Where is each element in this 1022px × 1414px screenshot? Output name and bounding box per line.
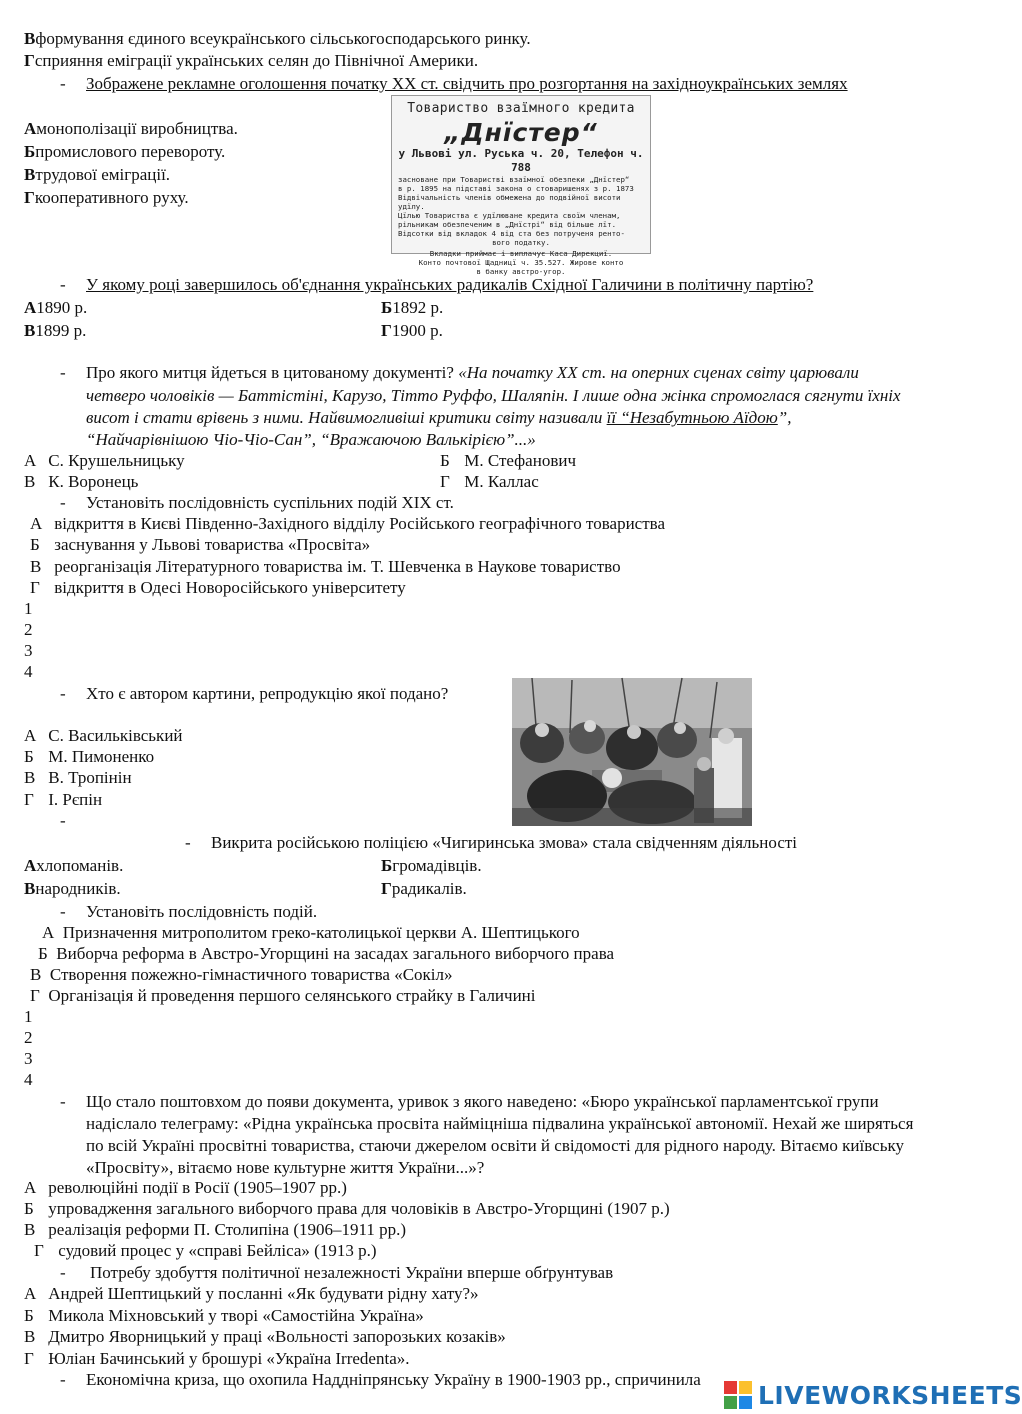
option-g[interactable] [30,577,406,598]
option-letter: В [24,1327,36,1346]
question-text: Зображене рекламне оголошення початку XX ст. свідчить про розгортання на західноукраїнських землях [86,74,848,93]
option-text: К. Воронець [48,472,139,491]
option-letter: В [24,879,36,898]
option-text: трудової еміграції. [35,165,171,184]
quote-line: «На початку XX ст. на оперних сценах світу царювали [458,363,859,382]
option-text: І. Рєпін [48,790,103,809]
option-letter: Г [24,188,35,207]
sequence-slot-4[interactable]: 4 [24,662,33,681]
option-letter: Г [24,51,35,70]
sequence-slot-4[interactable]: 4 [24,1070,33,1089]
option-letter: А [24,298,37,317]
option-text: Дмитро Яворницький у праці «Вольності запорозьких козаків» [48,1327,506,1346]
option-text: реалізація реформи П. Столипіна (1906–1911 рр.) [48,1220,407,1239]
option-v[interactable] [24,878,121,899]
option-letter: В [24,1220,36,1239]
option-g[interactable] [34,1240,377,1261]
option-text: М. Стефанович [464,451,576,470]
question-text-line: надіслало телеграму: «Рідна українська просвіта найміцніша підвалина української автономії. Нехай же ширяться [86,1114,914,1133]
option-v[interactable] [24,1326,506,1347]
option-g[interactable] [24,1348,410,1369]
option-text: Юліан Бачинський у брошурі «Україна Irredenta». [48,1349,410,1368]
option-letter: А [24,1284,37,1303]
quote-line [86,407,791,428]
option-b[interactable] [381,297,443,318]
quote-underlined: її “Незабутньою Аїдою [606,408,778,427]
option-v[interactable] [30,556,621,577]
sequence-slot-2[interactable]: 2 [24,620,33,639]
option-a[interactable] [42,922,580,943]
option-text: М. Пимоненко [48,747,155,766]
ad-footer-line: Вкладки приймає і виплачує Каса Дирекциї. [429,249,613,258]
option-letter: А [24,451,37,470]
question-text: Установіть послідовність суспільних подій XIX ст. [86,493,454,512]
option-text: В. Тропінін [48,768,132,787]
painting-reproduction-image [512,678,752,826]
sequence-slot-3[interactable]: 3 [24,1049,33,1068]
question-text: Про якого митця йдеться в цитованому документі? [86,363,459,382]
ad-heading: Товариство взаїмного кредита [407,101,635,116]
option-text: упровадження загального виборчого права для чоловіків в Австро-Угорщині (1907 р.) [48,1199,670,1218]
question-independence [60,1262,613,1283]
option-text: 1892 р. [392,298,444,317]
option-text: відкриття в Одесі Новоросійського університету [54,578,406,597]
ad-body-line: вого податку. [492,238,550,247]
option-text: 1890 р. [36,298,88,317]
option-letter: В [30,557,42,576]
sequence-slot-2[interactable]: 2 [24,1028,33,1047]
question-artist [60,362,859,383]
ad-footer [392,249,650,276]
question-economic-crisis [60,1369,701,1390]
option-text: Микола Міхновський у творі «Самостійна Україна» [48,1306,424,1325]
option-text: громадівців. [392,856,482,875]
question-painting [60,683,448,704]
option-text: Створення пожежно-гімнастичного товариства «Сокіл» [49,965,453,984]
option-letter: Б [440,451,450,470]
quote-text: висот і стати врівень з ними. Найвимогливіші критики світу називали [86,408,607,427]
option-a[interactable] [24,450,185,471]
option-letter: А [24,856,37,875]
option-letter: Б [24,1199,34,1218]
question-text-line: по всій Україні просвітні товариства, стаючи джерелом освіти й свідомості для рідного народу. Вітаємо київську [86,1136,904,1155]
liveworksheets-logo-icon [724,1381,752,1409]
ad-title: „Днїстер“ [444,118,598,147]
option-g[interactable] [24,187,189,208]
option-letter: Г [24,1349,34,1368]
option-letter: А [24,1178,37,1197]
option-v[interactable] [24,767,132,788]
option-letter: Г [30,986,40,1005]
bullet-dash: - [60,1370,66,1389]
option-letter: В [30,965,42,984]
option-text: народників. [35,879,121,898]
option-letter: Г [381,321,392,340]
option-b[interactable] [381,855,482,876]
question-text: Що стало поштовхом до появи документа, уривок з якого наведено: «Бюро української парламентської групи [86,1092,879,1111]
option-b[interactable] [30,534,370,555]
option-g-previous[interactable] [24,50,478,71]
bullet-dash: - [60,684,66,703]
option-text: 1899 р. [35,321,87,340]
option-a[interactable] [24,118,238,139]
option-b[interactable] [24,1198,670,1219]
option-letter: Б [381,298,393,317]
option-letter: А [30,514,43,533]
ad-address: у Львові ул. Руська ч. 20, Телефон ч. 788 [398,147,644,174]
option-letter: А [24,726,37,745]
option-text: 1900 р. [391,321,443,340]
question-document [60,1091,879,1112]
newspaper-advertisement-image [391,95,651,276]
option-text: С. Крушельницьку [48,451,185,470]
option-v[interactable] [24,1219,406,1240]
option-text: відкриття в Києві Південно-Західного відділу Російського географічного товариства [54,514,665,533]
option-v[interactable] [30,964,453,985]
bullet-dash: - [185,833,191,852]
question-text: Хто є автором картини, репродукцію якої подано? [86,684,449,703]
option-g[interactable] [30,985,536,1006]
option-letter: Г [440,472,450,491]
option-g[interactable] [381,878,467,899]
option-g[interactable] [24,789,102,810]
option-text: Організація й проведення першого селянського страйку в Галичині [48,986,536,1005]
option-letter: Г [381,879,392,898]
bullet-dash: - [60,363,66,382]
ad-body-line: в р. 1895 на підставі закона о стоваришенях з р. 1873 [398,184,634,193]
option-text: революційні події в Росії (1905–1907 рр.) [48,1178,347,1197]
option-b[interactable] [24,141,225,162]
option-text: кооперативного руху. [34,188,189,207]
question-sequence-19c [60,492,454,513]
option-text: сприяння еміграції українських селян до Північної Америки. [34,51,479,70]
option-letter: А [24,119,37,138]
option-text: хлопоманів. [36,856,124,875]
option-b[interactable] [24,746,154,767]
question-text: У якому році завершилось об'єднання українських радикалів Східної Галичини в політичну партію? [86,275,814,294]
option-letter: Б [24,1306,34,1325]
option-text: Андрей Шептицький у посланні «Як будувати рідну хату?» [48,1284,479,1303]
ad-body-line: рільникам обезпеченим в „Днїстрі“ від більше лїт. [398,220,617,229]
question-text-line: «Просвіту», вітаємо нове культурне життя України...»? [86,1158,485,1177]
option-text: Виборча реформа в Австро-Угорщині на засадах загального виборчого права [56,944,615,963]
option-v-previous[interactable] [24,28,531,49]
quote-line: четверо чоловіків — Баттістіні, Карузо, Тітто Руффо, Шаляпін. І лише одна жінка спромоглася сягнути їхніх [86,386,901,405]
option-text: заснування у Львові товариства «Просвіта» [54,535,371,554]
bullet-dash: - [60,275,66,294]
option-a[interactable] [24,297,87,318]
sequence-slot-1[interactable]: 1 [24,599,33,618]
question-ad [60,73,848,94]
option-letter: В [24,472,36,491]
option-letter: В [24,29,36,48]
sequence-slot-3[interactable]: 3 [24,641,33,660]
option-b[interactable] [440,450,576,471]
option-a[interactable] [30,513,665,534]
bullet-dash: - [60,493,66,512]
ad-body-line: Відвічальність членів обмежена до подвійної висоти удїлу. [398,193,621,211]
bullet-dash: - [60,811,66,830]
option-letter: Б [38,944,48,963]
option-letter: В [24,321,36,340]
liveworksheets-logo[interactable] [724,1378,1022,1412]
option-text: реорганізація Літературного товариства ім. Т. Шевченка в Наукове товариство [54,557,621,576]
question-text: Потребу здобуття політичної незалежності України вперше обґрунтував [90,1263,614,1282]
option-text: судовий процес у «справі Бейліса» (1913 р.) [58,1241,377,1260]
painting-cossacks-graphic [512,678,752,826]
option-letter: Б [381,856,393,875]
option-a[interactable] [24,725,183,746]
option-letter: Б [24,142,36,161]
option-letter: А [42,923,55,942]
quote-text: ”, [777,408,792,427]
option-a[interactable] [24,1283,479,1304]
option-g[interactable] [381,320,443,341]
question-sequence-events [60,901,317,922]
option-v[interactable] [24,164,170,185]
option-letter: Г [34,1241,44,1260]
option-g[interactable] [440,471,539,492]
option-b[interactable] [24,1305,424,1326]
option-text: М. Каллас [464,472,539,491]
option-text: С. Васильківський [48,726,183,745]
quote-line: “Найчарівнішою Чіо-Чіо-Сан”, “Вражаючою Валькірією”...» [86,430,536,449]
ad-footer-line: в банку австро-угор. [476,267,566,276]
option-text: монополізації виробництва. [36,119,238,138]
bullet-dash: - [60,1263,66,1282]
ad-body [392,175,650,247]
bullet-dash: - [60,74,66,93]
option-letter: Б [30,535,40,554]
option-text: формування єдиного всеукраїнського сільськогосподарського ринку. [35,29,531,48]
liveworksheets-brand-text: LIVEWORKSHEETS [758,1380,1022,1410]
option-text: Призначення митрополитом греко-католицької церкви А. Шептицького [62,923,580,942]
question-year [60,274,813,295]
ad-body-line: Відсотки від вкладок 4 від ста без потрученя рентo- [398,229,625,238]
option-a[interactable] [24,1177,347,1198]
option-letter: В [24,165,36,184]
option-a[interactable] [24,855,123,876]
option-letter: В [24,768,36,787]
option-v[interactable] [24,471,138,492]
question-text: Установіть послідовність подій. [86,902,318,921]
option-letter: Г [24,790,34,809]
question-text: Економічна криза, що охопила Наддніпрянську Україну в 1900-1903 рр., спричинила [86,1370,701,1389]
option-letter: Б [24,747,34,766]
option-v[interactable] [24,320,86,341]
question-chyhyryn-plot [185,832,797,853]
option-text: радикалів. [391,879,467,898]
bullet-dash: - [60,902,66,921]
option-text: промислового перевороту. [35,142,226,161]
question-text: Викрита російською поліцією «Чигиринська змова» стала свідченням діяльності [211,833,798,852]
bullet-dash: - [60,1092,66,1111]
ad-footer-line: Конто почтової Щадницї ч. 35.527. Жирове конто [418,258,624,267]
ad-body-line: Цїлью Товариства є удїлюване кредита своїм членам, [398,211,621,220]
option-letter: Г [30,578,40,597]
option-b[interactable] [38,943,614,964]
ad-body-line: засноване при Товаристві взаїмної обезпеки „Днїстер“ [398,175,630,184]
sequence-slot-1[interactable]: 1 [24,1007,33,1026]
